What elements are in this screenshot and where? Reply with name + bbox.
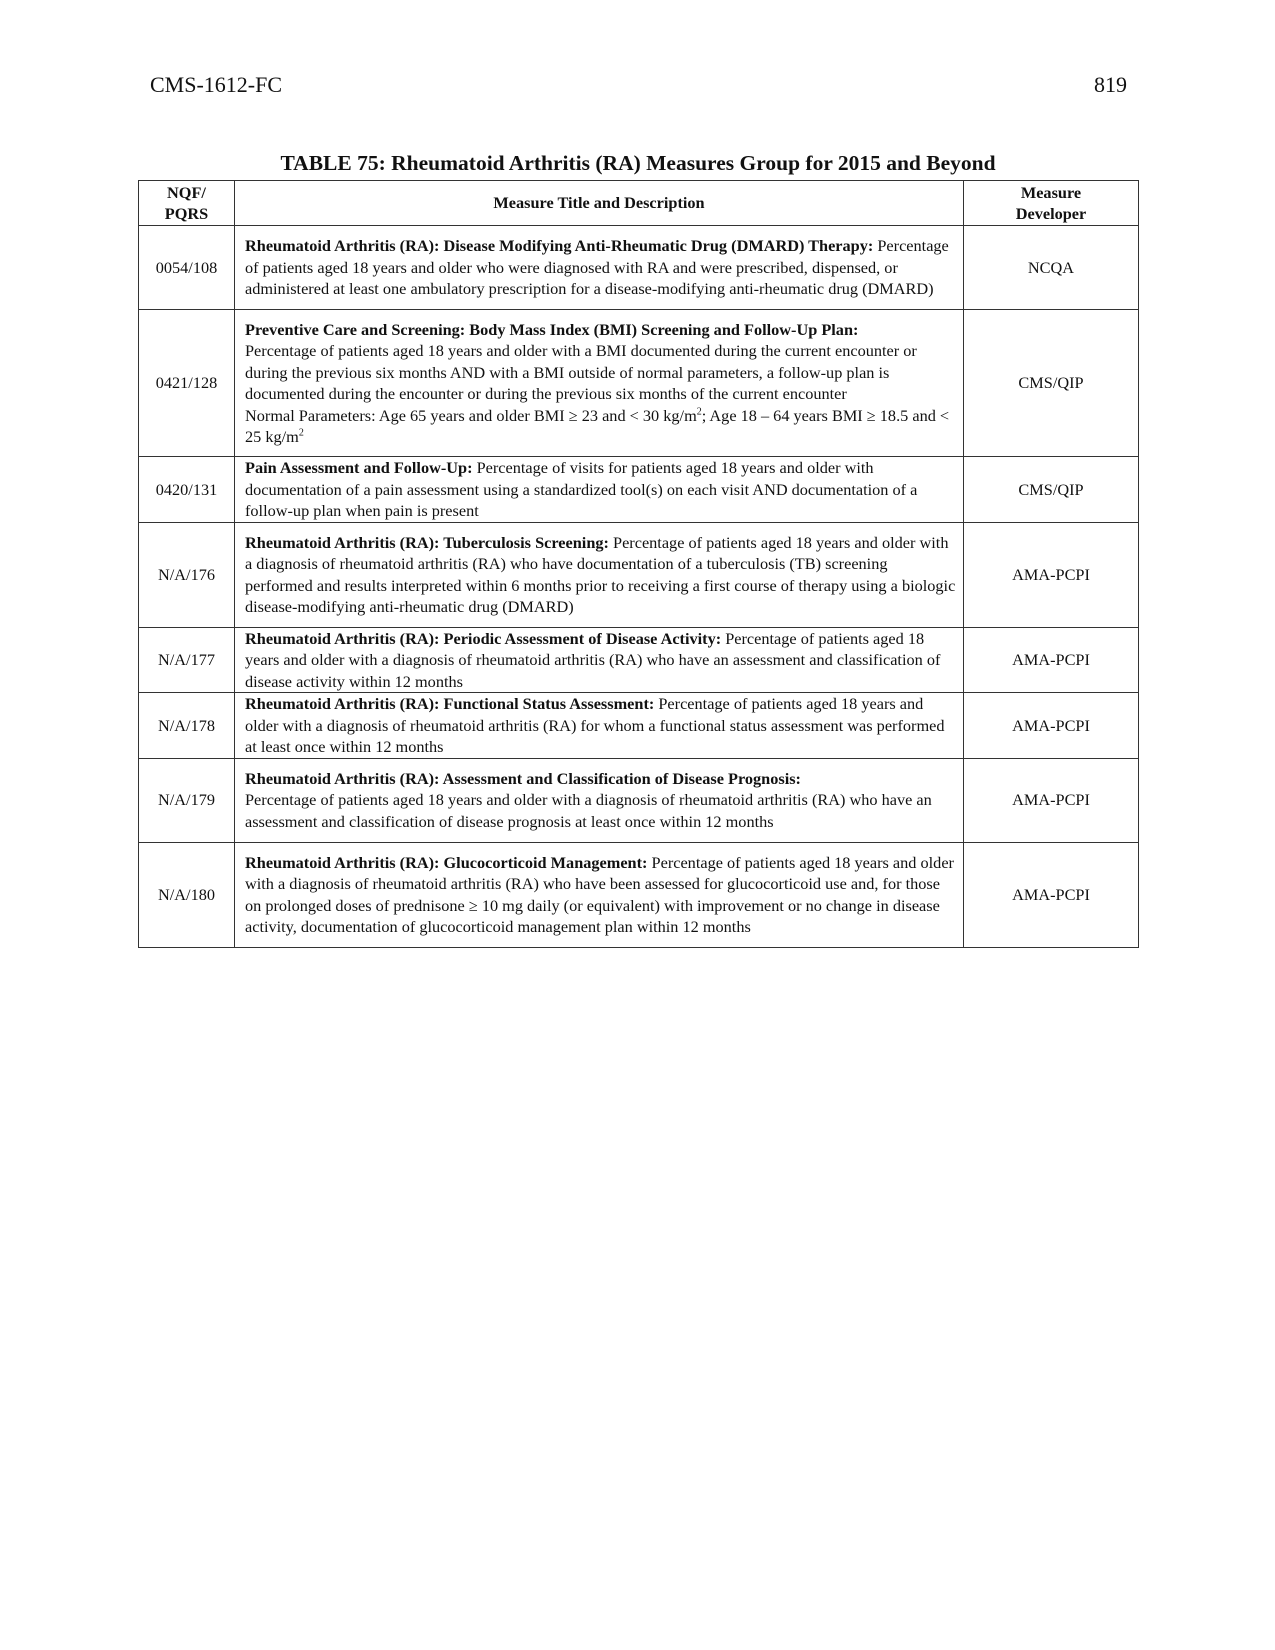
page-number: 819 [1094,72,1127,97]
measure-title: Rheumatoid Arthritis (RA): Functional Status Assessment: [245,694,655,713]
measure-id-cell: N/A/177 [139,627,235,693]
measure-developer-cell: AMA-PCPI [964,522,1139,627]
table-row [139,693,1139,759]
measure-description: Percentage of visits for patients aged 18 years and older with documentation of a pain assessment using a standardized tool(s) on each visit AND documentation of a follow-up plan when pain is present [245,458,918,520]
measure-title: Rheumatoid Arthritis (RA): Tuberculosis Screening: [245,532,609,552]
column-header-measure-title: Measure Title and Description [235,181,964,226]
measure-developer-cell: AMA-PCPI [964,842,1139,947]
measure-title: Rheumatoid Arthritis (RA): Disease Modifying Anti-Rheumatic Drug (DMARD) Therapy: [245,236,874,256]
table-title: TABLE 75: Rheumatoid Arthritis (RA) Measures Group for 2015 and Beyond [280,151,996,175]
measure-description-cell [235,457,964,523]
measure-title: Rheumatoid Arthritis (RA): Glucocorticoid Management: [245,852,648,872]
page-header [150,72,1127,102]
measure-developer-cell: CMS/QIP [964,457,1139,523]
measure-description-cell [235,310,964,457]
table-row [139,627,1139,693]
column-header-measure-developer: Measure Developer [964,181,1139,226]
measure-developer-cell: NCQA [964,226,1139,310]
measure-developer-cell: AMA-PCPI [964,758,1139,842]
normal-parameters: Normal Parameters: Age 65 years and older BMI ≥ 23 and < 30 $kg/m^2$; Age 18 – 64 years BMI ≥ 18.5 and < 25 $kg/m^2$ [245,405,950,446]
measure-description-cell [235,693,964,759]
measure-description: Percentage of patients aged 18 years and older with a diagnosis of rheumatoid arthritis (RA) who have been assessed for glucocorticoid use and, for those on prolonged doses of prednisone ≥ 10 mg daily (or equivalent) with improvement or no change in disease activity, documentation of glucocorticoid management plan within 12 months [245,852,954,936]
measure-description-cell [235,226,964,310]
table-row [139,842,1139,947]
measure-developer-cell: CMS/QIP [964,310,1139,457]
measure-description: Percentage of patients aged 18 years and older with a diagnosis of rheumatoid arthritis (RA) for whom a functional status assessment was performed at least once within 12 months [245,694,945,756]
table-header-row [139,181,1139,226]
measure-title: Pain Assessment and Follow-Up: [245,458,473,477]
measure-developer-cell: AMA-PCPI [964,627,1139,693]
measure-id-cell: N/A/176 [139,522,235,627]
measure-title: Preventive Care and Screening: Body Mass Index (BMI) Screening and Follow-Up Plan: [245,319,859,339]
measure-id-cell: N/A/179 [139,758,235,842]
measure-description: Percentage of patients aged 18 years and older with a diagnosis of rheumatoid arthritis (RA) who have an assessment and classification of disease activity within 12 months [245,628,941,691]
measure-id-cell: 0420/131 [139,457,235,523]
measures-table [138,180,1139,948]
measure-id-cell: N/A/178 [139,693,235,759]
measure-description: Percentage of patients aged 18 years and older with a diagnosis of rheumatoid arthritis (RA) who have documentation of a tuberculosis (TB) screening performed and results interpreted within 6 months prior to receiving a first course of therapy using a biologic disease-modifying anti-rheumatic drug (DMARD) [245,532,956,616]
measure-description: Percentage of patients aged 18 years and older who were diagnosed with RA and were prescribed, dispensed, or administered at least one ambulatory prescription for a disease-modifying anti-rheumatic drug (DMARD) [245,236,949,299]
document-id: CMS-1612-FC [150,72,283,97]
table-row [139,226,1139,310]
measure-title: Rheumatoid Arthritis (RA): Assessment and Classification of Disease Prognosis: [245,768,801,788]
table-row [139,457,1139,523]
column-header-nqf-pqrs: NQF/ PQRS [139,181,235,226]
measure-developer-cell: AMA-PCPI [964,693,1139,759]
measure-description-cell [235,627,964,693]
table-row [139,758,1139,842]
measure-id-cell: 0421/128 [139,310,235,457]
measure-description-cell [235,522,964,627]
measure-id-cell: N/A/180 [139,842,235,947]
table-row [139,522,1139,627]
table-row [139,310,1139,457]
measure-description-cell [235,842,964,947]
measure-id-cell: 0054/108 [139,226,235,310]
measure-description: Percentage of patients aged 18 years and older with a diagnosis of rheumatoid arthritis (RA) who have an assessment and classification of disease prognosis at least once within 12 months [245,790,932,831]
measure-description: Percentage of patients aged 18 years and older with a BMI documented during the current encounter or during the previous six months AND with a BMI outside of normal parameters, a follow-up plan is documented during the encounter or during the previous six months of the current encounter [245,341,917,403]
measure-description-cell [235,758,964,842]
measure-title: Rheumatoid Arthritis (RA): Periodic Assessment of Disease Activity: [245,628,722,648]
